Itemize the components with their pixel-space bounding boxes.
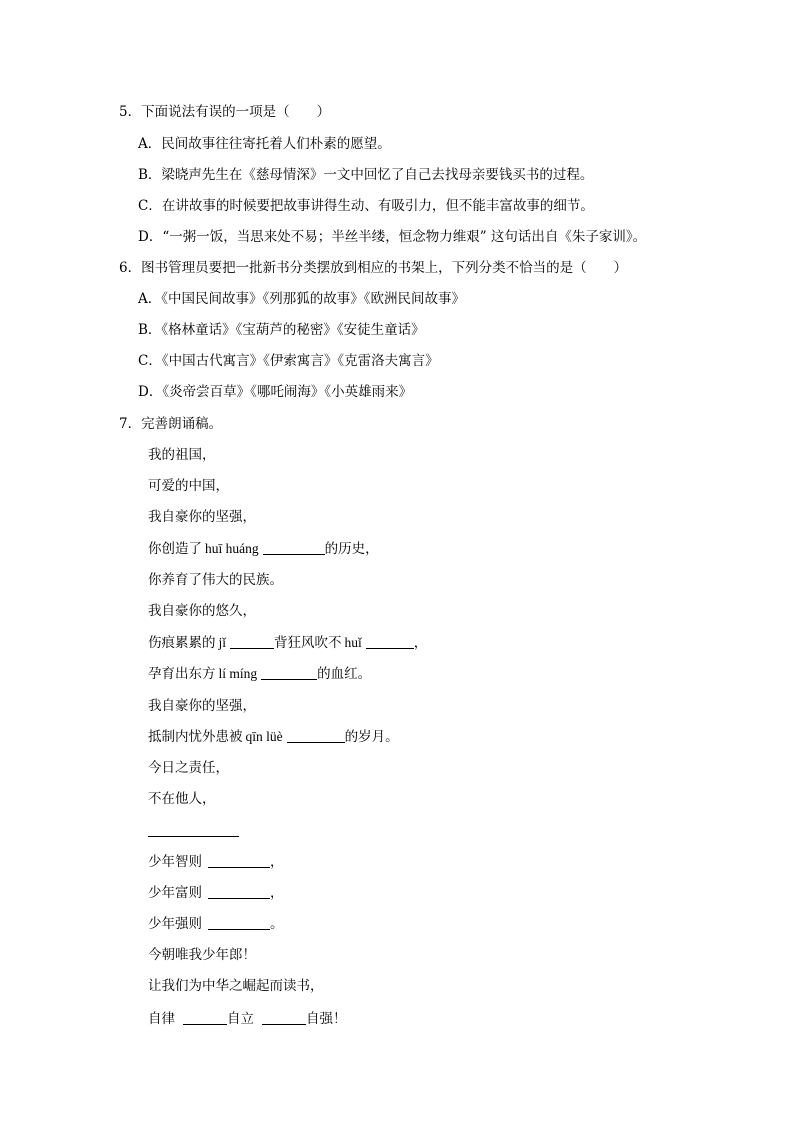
poem-text: ， <box>270 854 284 870</box>
pinyin-hint: huī huáng <box>205 541 259 556</box>
poem-text: 少年智则 <box>148 854 202 870</box>
question-6-option-c: C．《中国古代寓言》《伊索寓言》《克雷洛夫寓言》 <box>138 353 439 369</box>
poem-line-8 <box>148 665 371 683</box>
pinyin-hint: huǐ <box>344 635 362 650</box>
question-6-option-b: B．《格林童话》《宝葫芦的秘密》《安徒生童话》 <box>138 322 425 338</box>
poem-text: 。 <box>270 916 284 932</box>
pinyin-hint: jǐ <box>218 635 227 650</box>
question-6-stem: 6．图书管理员要把一批新书分类摆放到相应的书架上，下列分类不恰当的是（ ） <box>119 260 628 276</box>
pinyin-hint: lí míng <box>218 666 258 681</box>
answer-blank[interactable] <box>262 1010 306 1025</box>
poem-line-9: 我自豪你的坚强， <box>148 698 256 714</box>
poem-text: 的岁月。 <box>344 729 399 745</box>
question-7-stem: 7．完善朗诵稿。 <box>119 416 223 432</box>
poem-line-17: 今朝唯我少年郎！ <box>148 947 256 963</box>
poem-line-6: 我自豪你的悠久， <box>148 603 256 619</box>
poem-line-7 <box>148 634 427 652</box>
poem-text: 的历史， <box>324 541 379 557</box>
poem-text: 自强！ <box>306 1011 347 1027</box>
poem-text: 自立 <box>227 1011 254 1027</box>
poem-line-1: 我的祖国， <box>148 447 216 463</box>
poem-text: 抵制内忧外患被 <box>148 729 243 745</box>
answer-blank[interactable] <box>263 540 325 555</box>
answer-blank[interactable] <box>287 728 345 743</box>
question-6-option-a: A．《中国民间故事》《列那狐的故事》《欧洲民间故事》 <box>138 291 465 307</box>
answer-blank[interactable] <box>230 634 274 649</box>
question-5-option-d: D．“一粥一饭，当思来处不易；半丝半缕，恒念物力维艰” 这句话出自《朱子家训》。 <box>138 229 647 245</box>
question-5-option-b: B．梁晓声先生在《慈母情深》一文中回忆了自己去找母亲要钱买书的过程。 <box>138 167 594 183</box>
poem-line-5: 你养育了伟大的民族。 <box>148 572 283 588</box>
poem-line-15 <box>148 884 284 902</box>
answer-blank[interactable] <box>208 853 270 868</box>
poem-line-16 <box>148 915 284 933</box>
answer-blank[interactable] <box>208 915 270 930</box>
poem-line-4 <box>148 540 379 558</box>
poem-line-2: 可爱的中国， <box>148 478 229 494</box>
answer-blank[interactable] <box>366 634 414 649</box>
poem-line-12: 不在他人， <box>148 791 216 807</box>
poem-text: 少年富则 <box>148 885 202 901</box>
answer-blank[interactable] <box>208 884 270 899</box>
poem-text: 的血红。 <box>317 666 372 682</box>
poem-text: ， <box>270 885 284 901</box>
poem-line-10 <box>148 728 399 746</box>
poem-text: 自律 <box>148 1011 175 1027</box>
poem-text: 你创造了 <box>148 541 202 557</box>
poem-text: ， <box>413 635 428 651</box>
poem-line-19 <box>148 1010 347 1028</box>
question-5-option-c: C．在讲故事的时候要把故事讲得生动、有吸引力，但不能丰富故事的细节。 <box>138 198 594 214</box>
poem-text: 背狂风吹不 <box>274 635 342 651</box>
question-5-stem: 5．下面说法有误的一项是（ ） <box>119 104 331 120</box>
question-6-option-d: D．《炎帝尝百草》《哪吒闹海》《小英雄雨来》 <box>138 384 413 400</box>
answer-blank[interactable] <box>183 1010 227 1025</box>
poem-line-18: 让我们为中华之崛起而读书， <box>148 978 324 994</box>
poem-line-11: 今日之责任， <box>148 760 229 776</box>
poem-line-3: 我自豪你的坚强， <box>148 509 256 525</box>
poem-line-14 <box>148 853 284 871</box>
poem-text: 孕育出东方 <box>148 666 216 682</box>
poem-text: 少年强则 <box>148 916 202 932</box>
question-5-option-a: A．民间故事往往寄托着人们朴素的愿望。 <box>138 136 391 152</box>
poem-line-13 <box>148 822 239 840</box>
answer-blank[interactable] <box>148 822 239 837</box>
poem-text: 伤痕累累的 <box>148 635 216 651</box>
answer-blank[interactable] <box>261 665 317 680</box>
pinyin-hint: qīn lüè <box>245 729 283 744</box>
